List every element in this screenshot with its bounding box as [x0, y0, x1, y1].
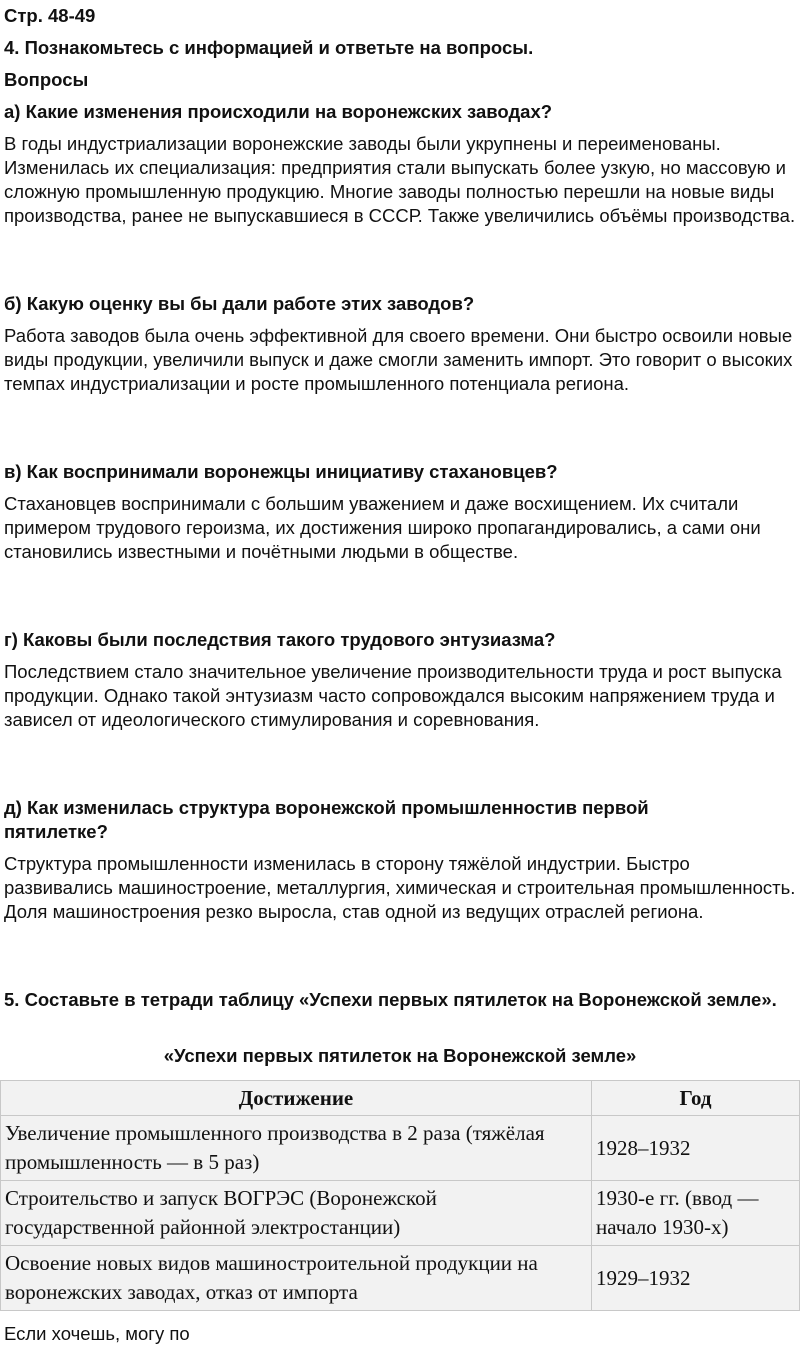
- table-header-row: [1, 1081, 800, 1116]
- question-a: а) Какие изменения происходили на воронежских заводах?: [4, 101, 553, 122]
- year-cell: 1929–1932: [592, 1246, 800, 1311]
- achievement-cell: Увеличение промышленного производства в 2 раза (тяжёлая промышленность — в 5 раз): [1, 1116, 592, 1181]
- footer-text: Если хочешь, могу по: [4, 1323, 190, 1344]
- questions-heading: Вопросы: [4, 69, 89, 90]
- question-d: г) Каковы были последствия такого трудового энтузиазма?: [4, 629, 556, 650]
- column-header-year: Год: [592, 1081, 800, 1116]
- achievement-cell: Освоение новых видов машиностроительной продукции на воронежских заводах, отказ от импорта: [1, 1246, 592, 1311]
- table-title: «Успехи первых пятилеток на Воронежской земле»: [163, 1045, 637, 1066]
- achievement-cell: Строительство и запуск ВОГРЭС (Воронежской государственной районной электростанции): [1, 1181, 592, 1246]
- table-row: [1, 1181, 800, 1246]
- answer-b: Работа заводов была очень эффективной для своего времени. Они быстро освоили новые виды продукции, увеличили выпуск и даже смогли заменить импорт. Это говорит о высоких темпах индустриализации и росте промышленного потенциала региона.: [4, 325, 793, 394]
- task4-title: 4. Познакомьтесь с информацией и ответьте на вопросы.: [4, 37, 534, 58]
- column-header-achievement: Достижение: [1, 1081, 592, 1116]
- year-cell: 1928–1932: [592, 1116, 800, 1181]
- qa-block-b: [4, 292, 796, 396]
- answer-e: Структура промышленности изменилась в сторону тяжёлой индустрии. Быстро развивались машиностроение, металлургия, химическая и строительная промышленность. Доля машиностроения резко выросла, став одной из ведущих отраслей региона.: [4, 853, 796, 922]
- qa-block-c: [4, 460, 796, 564]
- year-cell: 1930-е гг. (ввод — начало 1930-х): [592, 1181, 800, 1246]
- qa-block-a: [4, 100, 796, 228]
- task5-block: [4, 988, 794, 1020]
- qa-block-e: [4, 796, 796, 924]
- answer-c: Стахановцев воспринимали с большим уважением и даже восхищением. Их считали примером трудового героизма, их достижения широко пропагандировались, а сами они становились известными и почётными людьми в обществе.: [4, 493, 761, 562]
- page-reference: Стр. 48-49: [4, 5, 96, 26]
- table-row: [1, 1246, 800, 1311]
- question-e: д) Как изменилась структура воронежской промышленностив первой пятилетке?: [4, 797, 649, 842]
- qa-block-d: [4, 628, 796, 732]
- answer-d: Последствием стало значительное увеличение производительности труда и рост выпуска продукции. Однако такой энтузиазм часто сопровождался высоким напряжением труда и зависел от идеологического стимулирования и соревнования.: [4, 661, 782, 730]
- question-c: в) Как воспринимали воронежцы инициативу стахановцев?: [4, 461, 558, 482]
- achievements-table: [0, 1080, 800, 1311]
- task5-title: 5. Составьте в тетради таблицу «Успехи первых пятилеток на Воронежской земле».: [4, 989, 777, 1010]
- answer-a: В годы индустриализации воронежские заводы были укрупнены и переименованы. Изменилась их специализация: предприятия стали выпускать более узкую, но массовую и сложную промышленную продукцию. Многие заводы полностью перешли на новые виды производства, ранее не выпускавшиеся в СССР. Также увеличились объёмы производства.: [4, 133, 796, 226]
- question-b: б) Какую оценку вы бы дали работе этих заводов?: [4, 293, 475, 314]
- table-row: [1, 1116, 800, 1181]
